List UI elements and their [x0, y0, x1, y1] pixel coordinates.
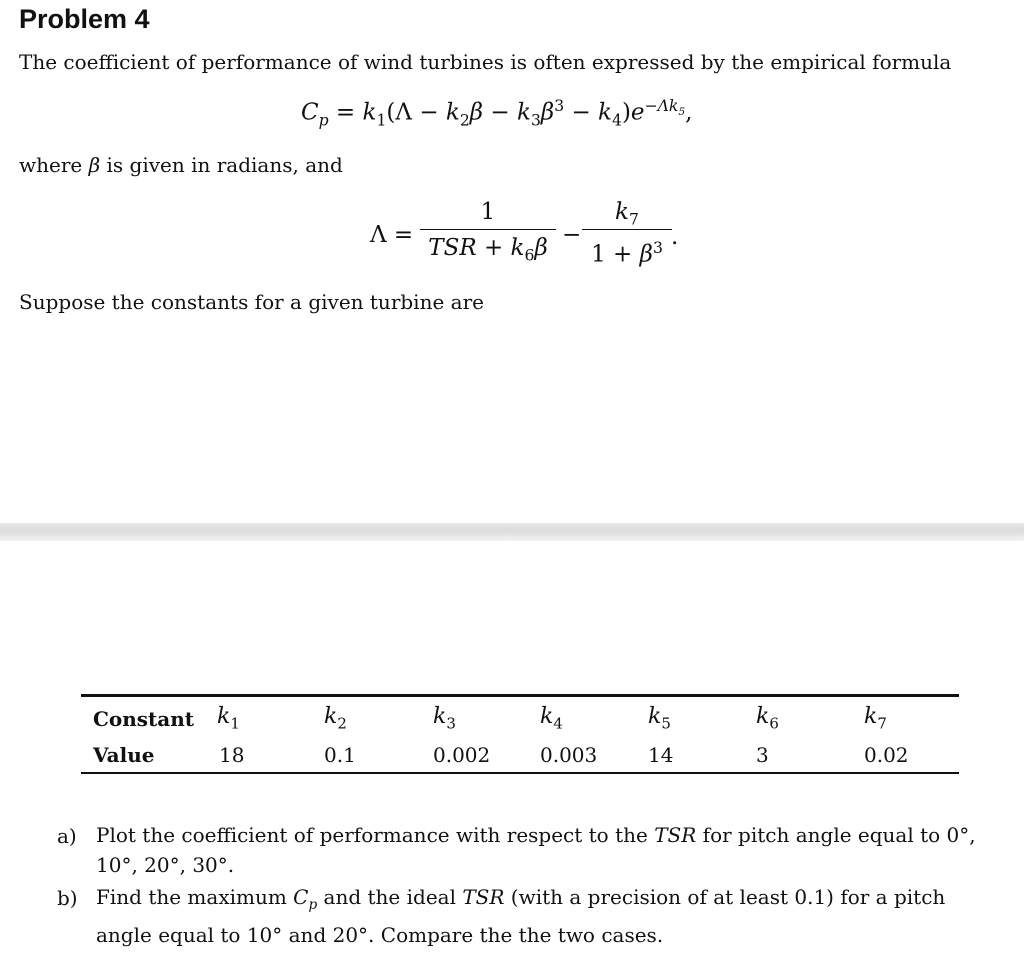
cp-equation [301, 96, 692, 129]
k2-subscript: 2 [459, 110, 470, 130]
question-a-part: for pitch angle equal to 0°, 10°, 20°, 30°. [96, 823, 976, 877]
question-a-part: Plot the coefficient of performance with respect to the [96, 823, 655, 847]
k-subscript: 4 [553, 714, 563, 733]
fraction-bar [420, 229, 556, 230]
value-k3: 0.002 [433, 743, 491, 767]
beta-exponent: 3 [652, 238, 663, 257]
k-symbol: k [540, 704, 554, 729]
table-bottom-rule [81, 772, 959, 774]
k-symbol: k [433, 704, 447, 729]
k6-subscript: 6 [524, 245, 535, 265]
k-subscript: 3 [446, 714, 456, 733]
where-suffix: is given in radians, and [100, 153, 343, 177]
fraction-two [582, 197, 672, 268]
constant-k1 [217, 704, 240, 732]
value-k4: 0.003 [540, 743, 598, 767]
question-a-label: a) [57, 824, 77, 848]
den-text: TSR + k [428, 235, 525, 261]
constant-k3 [433, 704, 456, 732]
close-paren: ) [621, 99, 631, 126]
trailing-period: . [671, 224, 679, 250]
constant-k5 [648, 704, 671, 732]
k4-symbol: k [598, 99, 612, 126]
intro-text: The coefficient of performance of wind turbines is often expressed by the empirical formula [19, 50, 952, 74]
problem-title: Problem 4 [19, 4, 150, 34]
fraction-one [420, 197, 556, 263]
value-k7: 0.02 [864, 743, 909, 767]
page-separator [0, 523, 1024, 541]
minus-sign: − [562, 222, 582, 248]
den-text: 1 + [591, 241, 640, 268]
beta-exponent: 3 [554, 96, 565, 115]
constant-k7 [864, 704, 887, 732]
minus-sign: − [564, 99, 599, 126]
minus-sign: − [483, 99, 517, 126]
constant-k4 [540, 704, 563, 732]
cp-symbol: C [301, 99, 319, 126]
fraction-bar [582, 229, 672, 230]
k1-symbol: k [362, 99, 377, 126]
beta-cubed: β [540, 99, 555, 126]
value-k6: 3 [756, 743, 769, 767]
k-subscript: 6 [769, 714, 779, 733]
k-subscript: 5 [661, 714, 671, 733]
den-beta: β [534, 235, 548, 261]
question-b-text [96, 882, 996, 950]
lambda-label: Λ = [370, 222, 414, 248]
k-symbol: k [324, 704, 338, 729]
fraction-one-denominator [420, 233, 556, 263]
table-top-rule [81, 694, 959, 697]
question-a-text [96, 820, 976, 880]
question-b-part: (with a precision of at least 0.1) for a pitch angle equal to 10° and 20°. Compare the the two cases. [96, 885, 946, 947]
beta-term: β [469, 99, 484, 126]
tsr-term: TSR [654, 823, 697, 847]
k3-subscript: 3 [530, 110, 541, 130]
k-subscript: 2 [337, 714, 347, 733]
where-prefix: where [19, 153, 89, 177]
k7-symbol: k [615, 199, 629, 225]
question-b-part: and the ideal [317, 885, 463, 909]
question-b-part: Find the maximum [96, 885, 294, 909]
where-beta: β [88, 153, 101, 177]
constant-k6 [756, 704, 779, 732]
fraction-two-denominator [582, 233, 672, 268]
k4-subscript: 4 [611, 110, 622, 130]
constant-k2 [324, 704, 347, 732]
cp-symbol: C [293, 885, 309, 909]
k3-symbol: k [517, 99, 531, 126]
k-symbol: k [217, 704, 231, 729]
k-symbol: k [756, 704, 770, 729]
tsr-term: TSR [462, 885, 505, 909]
k-symbol: k [648, 704, 662, 729]
k-subscript: 1 [230, 714, 240, 733]
value-k2: 0.1 [324, 743, 356, 767]
value-header: Value [93, 743, 155, 767]
euler-e: e [630, 99, 645, 126]
suppose-text: Suppose the constants for a given turbine are [19, 290, 484, 314]
equals-sign: = [328, 99, 363, 126]
k7-subscript: 7 [628, 209, 639, 229]
exponent-text: −Λk [644, 96, 679, 115]
question-b-label: b) [57, 886, 78, 910]
cp-subscript: p [308, 897, 318, 913]
constant-header: Constant [93, 707, 195, 731]
den-beta: β [639, 241, 653, 268]
k1-subscript: 1 [376, 110, 387, 130]
k-symbol: k [864, 704, 878, 729]
where-text [19, 153, 343, 177]
fraction-one-numerator: 1 [480, 199, 496, 225]
exponent [644, 96, 686, 119]
k-subscript: 7 [877, 714, 887, 733]
fraction-two-numerator [582, 197, 672, 227]
value-k5: 14 [648, 743, 674, 767]
open-paren-lambda: (Λ − [386, 99, 446, 126]
k2-symbol: k [445, 99, 460, 126]
cp-subscript: p [318, 110, 329, 130]
value-k1: 18 [219, 743, 245, 767]
trailing-comma: , [685, 99, 693, 126]
exponent-subscript: 5 [678, 105, 686, 119]
